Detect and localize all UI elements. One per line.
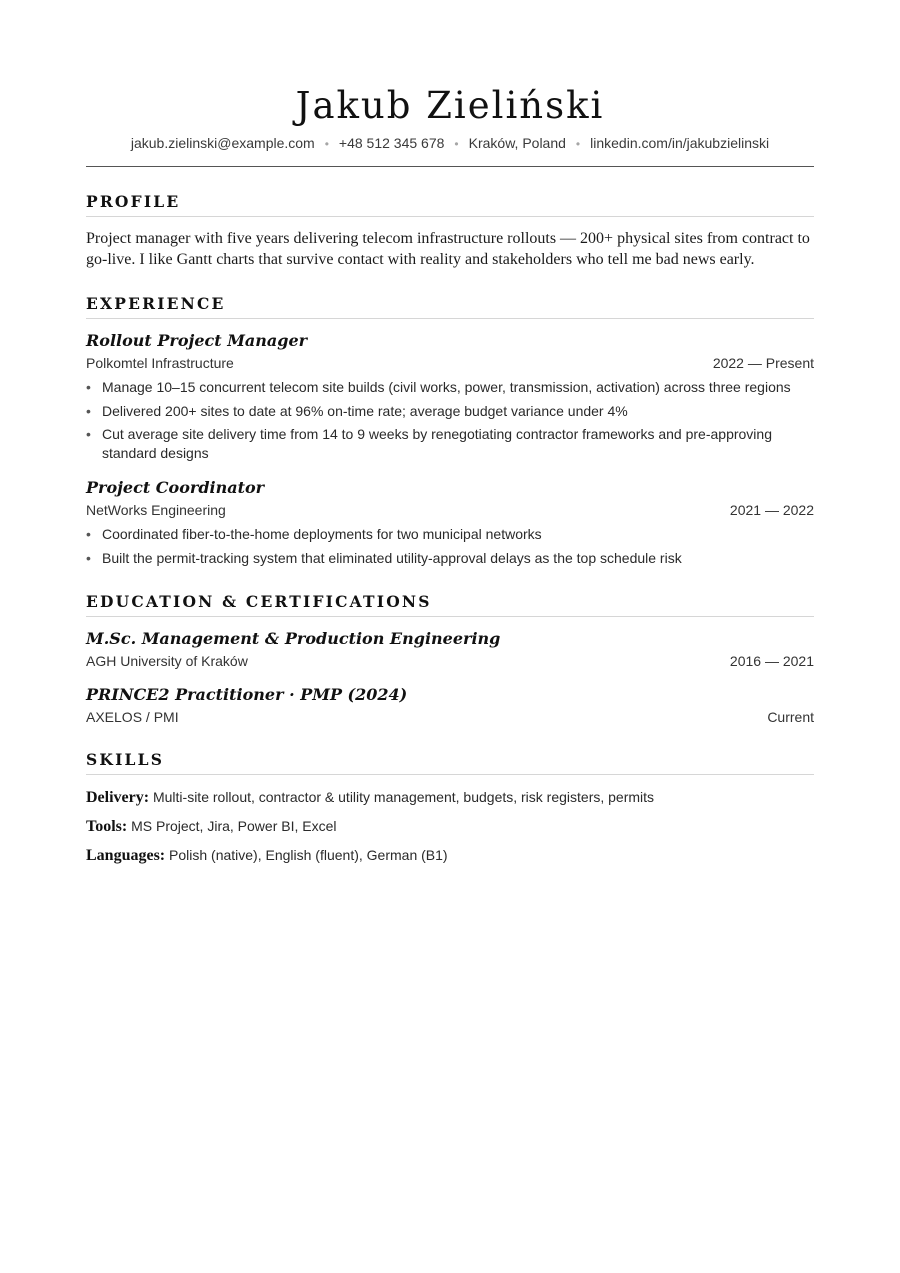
certification-title: PRINCE2 Practitioner · PMP (2024): [86, 684, 408, 704]
separator-dot: •: [324, 137, 329, 151]
certification-entry: [86, 684, 814, 726]
bullet-item: [86, 525, 814, 544]
experience-entry: [86, 477, 814, 568]
skill-value: Multi-site rollout, contractor & utility management, budgets, risk registers, permits: [152, 788, 655, 805]
contact-line: [86, 134, 814, 153]
job-title: Rollout Project Manager: [86, 331, 308, 350]
bullet-text: Cut average site delivery time from 14 to 9 weeks by renegotiating contractor frameworks and pre-approving standard designs: [102, 426, 772, 461]
school-name: AGH University of Kraków: [86, 652, 248, 669]
certification-status: Current: [767, 708, 814, 725]
contact-linkedin[interactable]: linkedin.com/in/jakubzielinski: [590, 135, 770, 151]
section-title-profile: PROFILE: [86, 192, 814, 217]
candidate-name: Jakub Zieliński: [295, 84, 605, 127]
bullet-text: Built the permit-tracking system that eliminated utility-approval delays as the top schedule risk: [102, 549, 682, 566]
job-bullets: [86, 525, 814, 568]
skill-row-languages: [86, 846, 814, 865]
job-dates: 2021 — 2022: [729, 502, 814, 518]
separator-dot: •: [575, 137, 581, 151]
education-dates: 2016 — 2021: [729, 652, 814, 669]
header-divider: [86, 166, 814, 167]
education-entry: [86, 628, 814, 670]
contact-location: Kraków, Poland: [468, 135, 566, 151]
experience-entry: [86, 330, 814, 463]
job-title: Project Coordinator: [86, 478, 265, 497]
education-section: [86, 592, 814, 726]
bullet-dot: •: [86, 526, 91, 542]
education-meta: [86, 652, 814, 670]
bullet-dot: •: [86, 402, 91, 419]
contact-phone[interactable]: +48 512 345 678: [338, 135, 445, 151]
bullet-text: Delivered 200+ sites to date at 96% on-time rate; average budget variance under 4%: [102, 402, 628, 419]
job-meta: [86, 501, 814, 519]
job-bullets: [86, 378, 814, 463]
profile-summary: Project manager with five years delivering telecom infrastructure rollouts — 200+ physical sites from contract to go-live. I like Gantt charts that survive contact with reality and stakeholders who tell me bad news early.: [86, 230, 810, 268]
contact-email[interactable]: jakub.zielinski@example.com: [130, 135, 315, 151]
skill-value: Polish (native), English (fluent), German (B1): [169, 846, 448, 863]
profile-section: [86, 192, 814, 270]
company-name: NetWorks Engineering: [86, 502, 226, 518]
bullet-item: [86, 549, 814, 568]
skill-label: Delivery:: [86, 788, 150, 806]
job-meta: [86, 354, 814, 372]
bullet-item: [86, 402, 814, 421]
bullet-dot: •: [86, 426, 91, 442]
skill-label: Tools:: [86, 817, 128, 835]
skill-label: Languages:: [86, 846, 166, 864]
section-title-skills: SKILLS: [86, 750, 814, 775]
separator-dot: •: [454, 137, 459, 151]
bullet-text: Manage 10–15 concurrent telecom site builds (civil works, power, transmission, activation) across three regions: [102, 379, 791, 395]
company-name: Polkomtel Infrastructure: [86, 355, 234, 371]
experience-section: [86, 294, 814, 568]
bullet-text: Coordinated fiber-to-the-home deployments for two municipal networks: [102, 526, 542, 542]
bullet-item: [86, 378, 814, 397]
job-dates: 2022 — Present: [712, 355, 814, 371]
resume-header: [86, 0, 814, 167]
skill-row-delivery: [86, 788, 814, 807]
bullet-dot: •: [86, 549, 91, 566]
bullet-item: [86, 425, 814, 463]
bullet-dot: •: [86, 379, 91, 395]
skill-row-tools: [86, 817, 814, 836]
skills-section: [86, 750, 814, 865]
skills-list: [86, 788, 814, 865]
section-title-education: EDUCATION & CERTIFICATIONS: [86, 592, 814, 617]
certification-issuer: AXELOS / PMI: [86, 708, 179, 725]
certification-meta: [86, 708, 814, 726]
degree-title: M.Sc. Management & Production Engineering: [86, 628, 501, 648]
skill-value: MS Project, Jira, Power BI, Excel: [131, 817, 337, 834]
section-title-experience: EXPERIENCE: [86, 294, 814, 319]
